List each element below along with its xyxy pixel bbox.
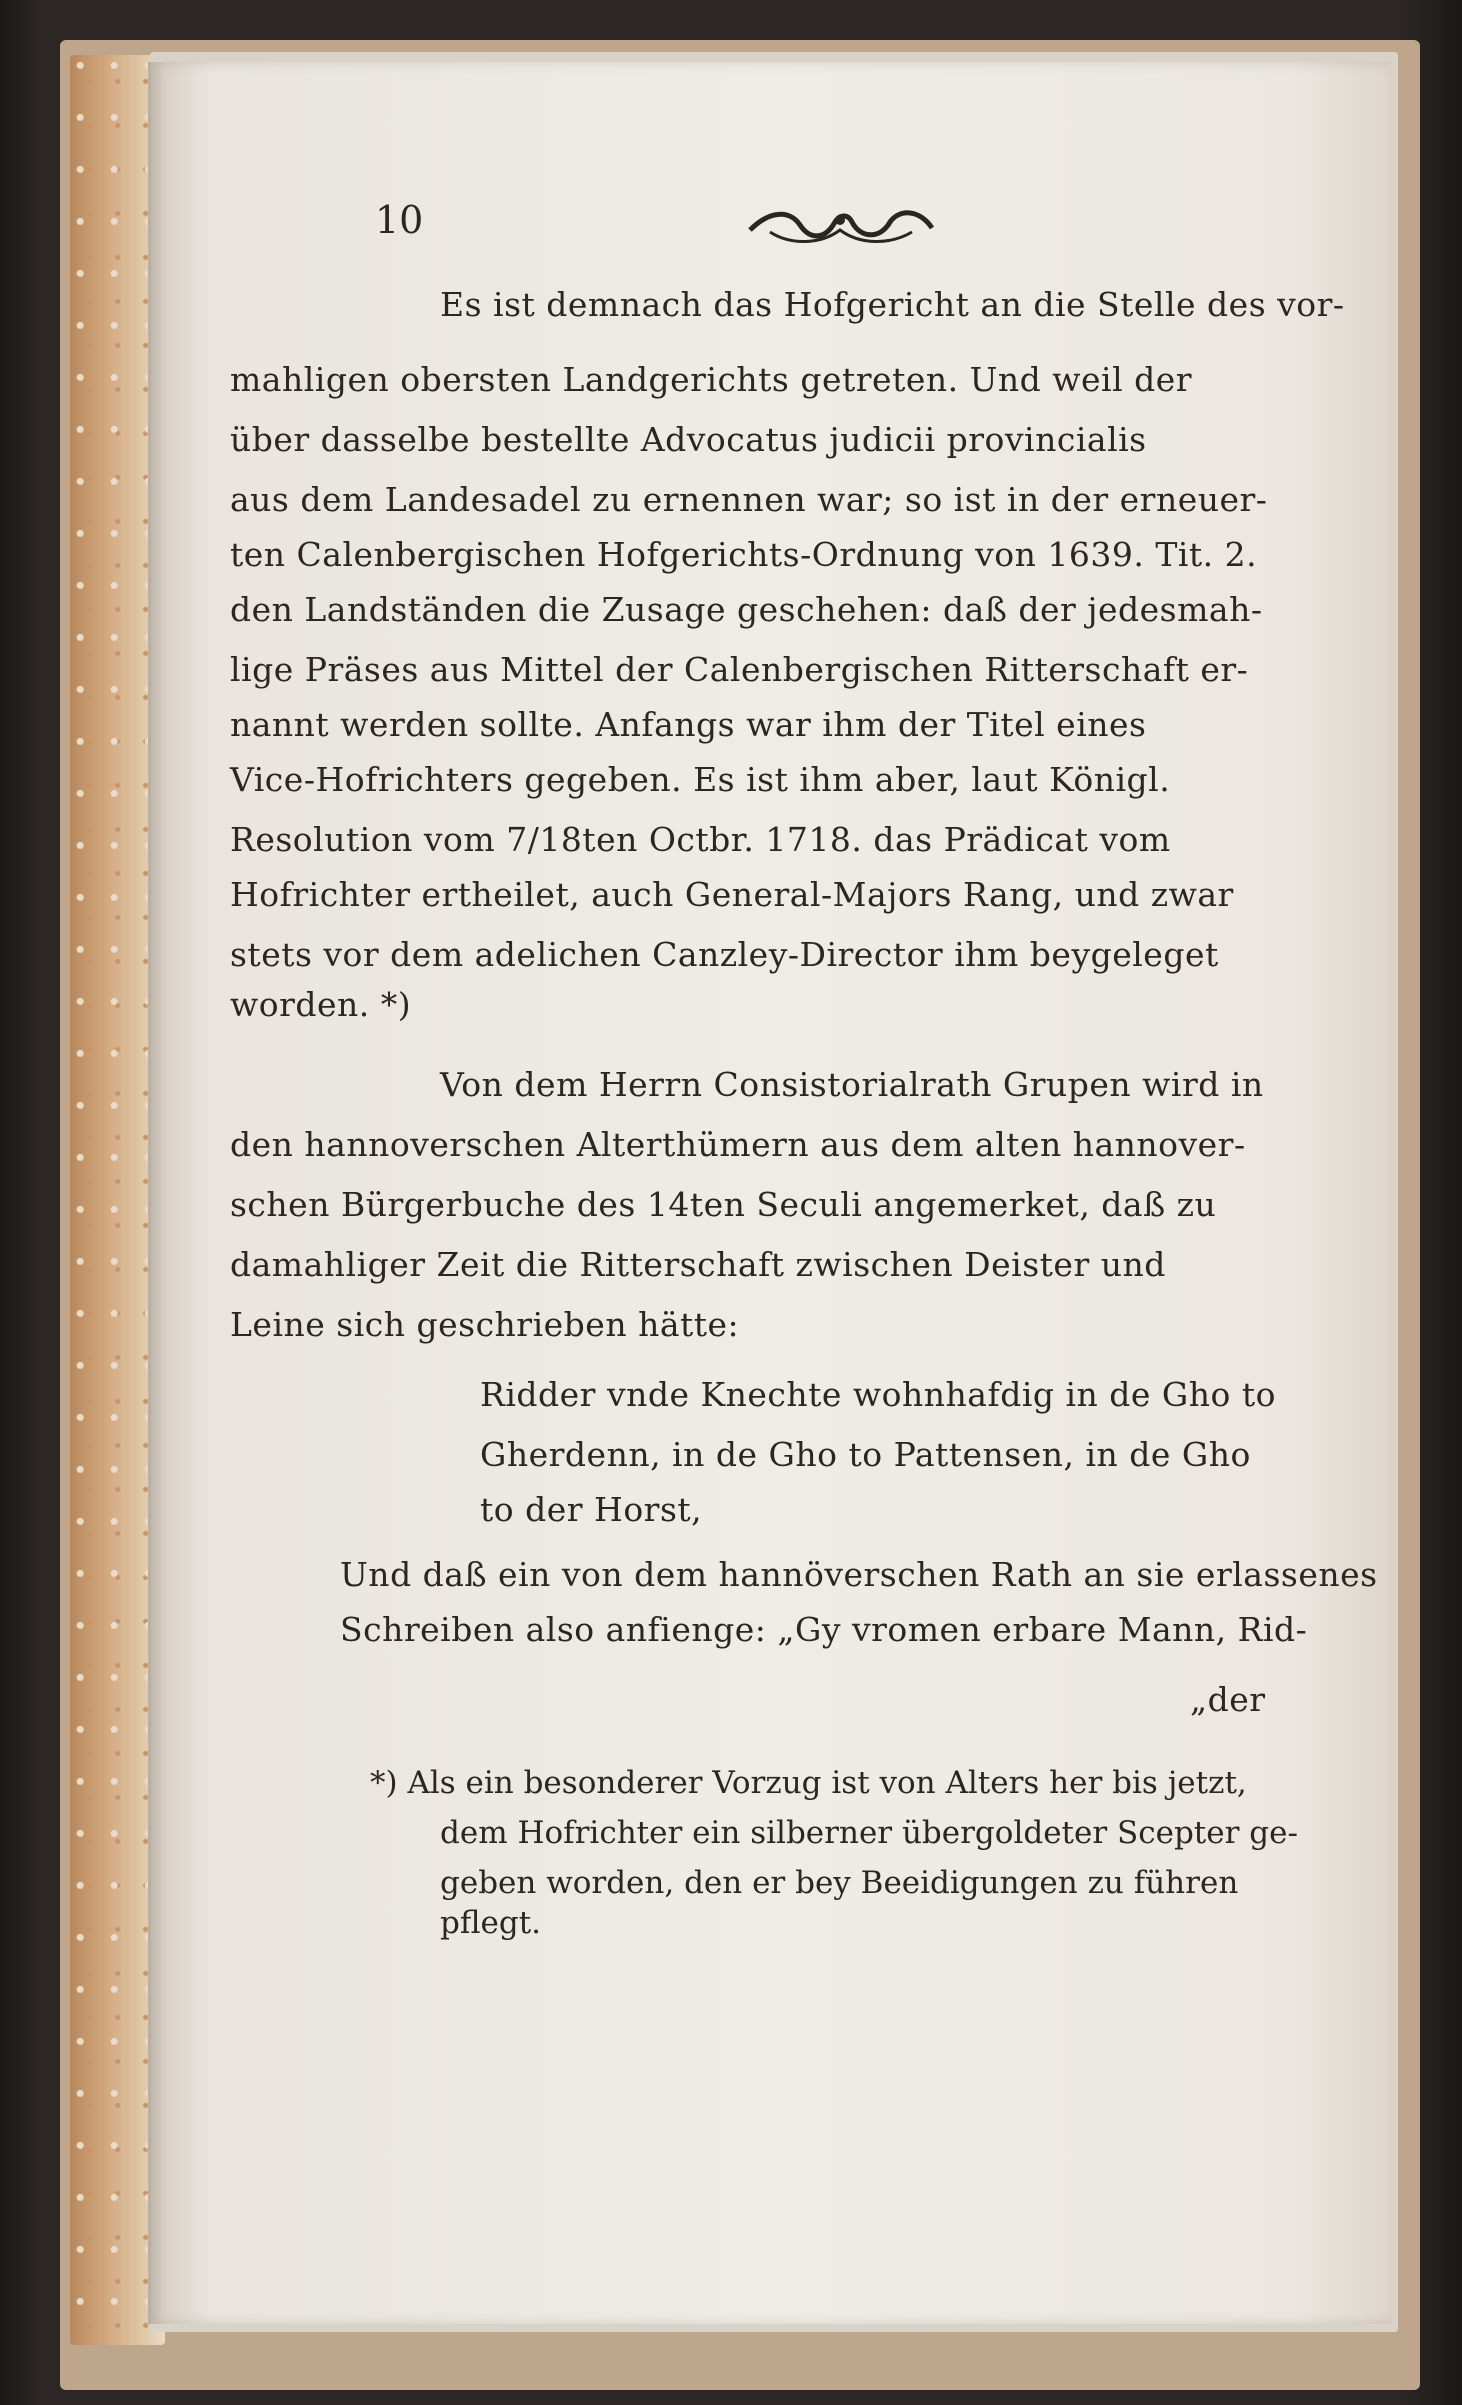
text-line: Ridder vnde Knechte wohnhafdig in de Gho to — [480, 1375, 1277, 1414]
page-number: 10 — [375, 198, 424, 242]
text-line: Von dem Herrn Consistorialrath Grupen wird in — [440, 1065, 1264, 1104]
footnote-line: pflegt. — [440, 1905, 542, 1941]
text-line: Leine sich geschrieben hätte: — [230, 1305, 740, 1344]
text-line: Vice-Hofrichters gegeben. Es ist ihm aber, laut Königl. — [230, 760, 1171, 799]
text-line: Hofrichter ertheilet, auch General-Majors Rang, und zwar — [230, 875, 1234, 914]
text-line: den hannoverschen Alterthümern aus dem alten hannover- — [230, 1125, 1246, 1164]
catchword-text: „der — [1190, 1680, 1266, 1719]
text-line: stets vor dem adelichen Canzley-Director ihm beygeleget — [230, 935, 1219, 974]
text-line: nannt werden sollte. Anfangs war ihm der Titel eines — [230, 705, 1147, 744]
text-line: Resolution vom 7/18ten Octbr. 1718. das Prädicat vom — [230, 820, 1171, 859]
text-line: aus dem Landesadel zu ernennen war; so ist in der erneuer- — [230, 480, 1268, 519]
text-line: Gherdenn, in de Gho to Pattensen, in de Gho — [480, 1435, 1251, 1474]
printers-ornament-icon — [740, 200, 940, 250]
text-line: den Landständen die Zusage geschehen: daß der jedesmah- — [230, 590, 1263, 629]
text-line: lige Präses aus Mittel der Calenbergischen Ritterschaft er- — [230, 650, 1249, 689]
text-line: worden. *) — [230, 985, 412, 1024]
text-line: damahliger Zeit die Ritterschaft zwischen Deister und — [230, 1245, 1166, 1284]
text-line: Es ist demnach das Hofgericht an die Stelle des vor- — [440, 285, 1345, 324]
text-line: schen Bürgerbuche des 14ten Seculi angemerket, daß zu — [230, 1185, 1217, 1224]
text-line: Schreiben also anfienge: „Gy vromen erbare Mann, Rid- — [340, 1610, 1308, 1649]
text-line: ten Calenbergischen Hofgerichts-Ordnung von 1639. Tit. 2. — [230, 535, 1258, 574]
text-line: mahligen obersten Landgerichts getreten. Und weil der — [230, 360, 1193, 399]
footnote-line: dem Hofrichter ein silberner übergoldeter Scepter ge- — [440, 1815, 1298, 1851]
footnote-line: geben worden, den er bey Beeidigungen zu führen — [440, 1865, 1239, 1901]
text-line: über dasselbe bestellte Advocatus judicii provincialis — [230, 420, 1147, 459]
text-line: to der Horst, — [480, 1490, 703, 1529]
text-line: Und daß ein von dem hannöverschen Rath an sie erlassenes — [340, 1555, 1378, 1594]
footnote-line: *) Als ein besonderer Vorzug ist von Alters her bis jetzt, — [370, 1765, 1247, 1801]
